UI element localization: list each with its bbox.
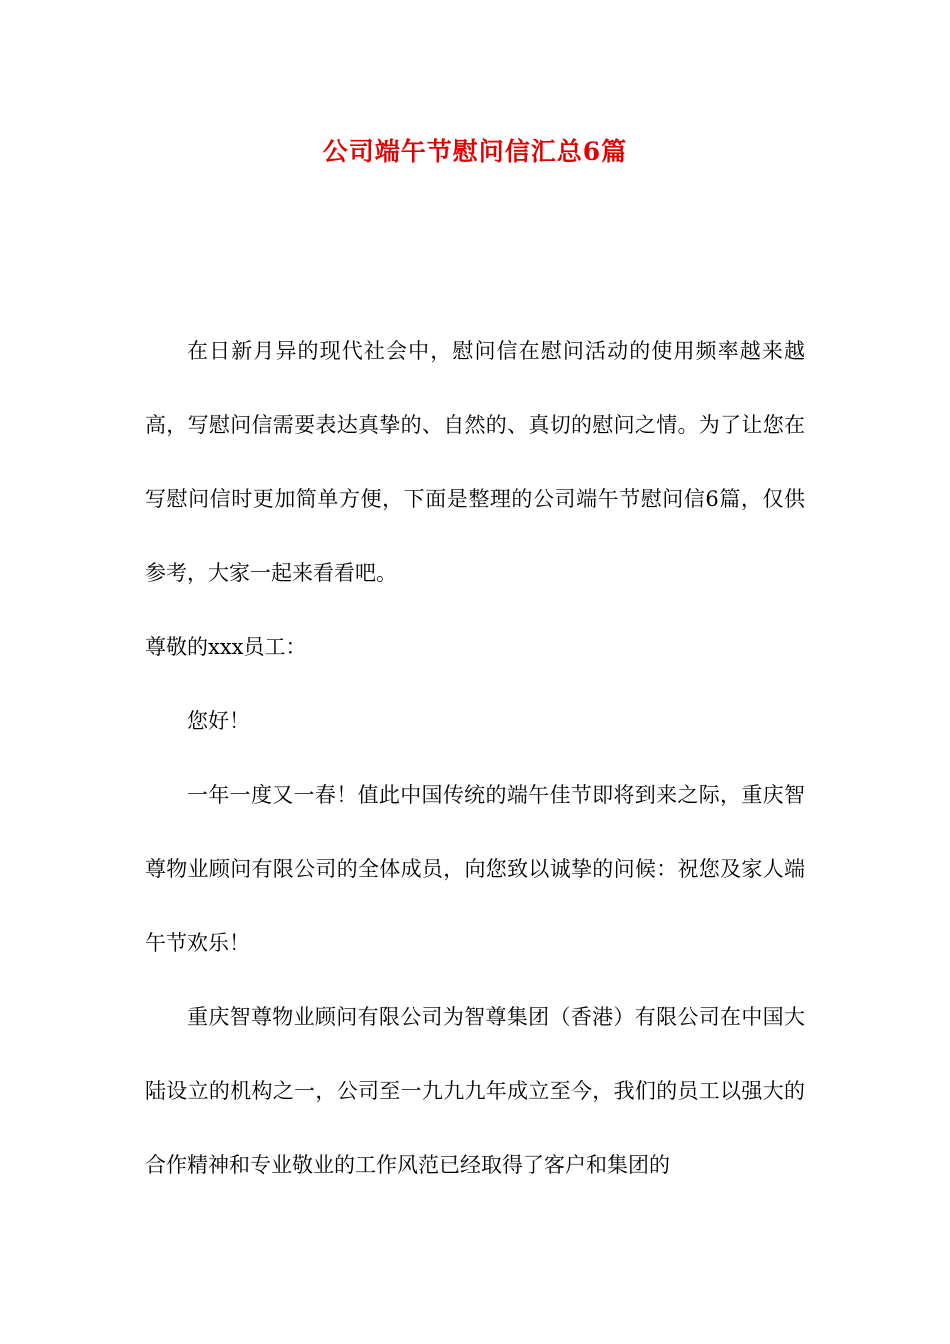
intro-paragraph: 在日新月异的现代社会中，慰问信在慰问活动的使用频率越来越高，写慰问信需要表达真挚的、自然的、真切的慰问之情。为了让您在写慰问信时更加简单方便，下面是整理的公司端午节慰问信6篇，仅供参考，大家一起来看看吧。 — [145, 339, 805, 585]
document-title: 公司端午节慰问信汇总6篇 — [322, 137, 628, 166]
company-intro-paragraph: 重庆智尊物业顾问有限公司为智尊集团（香港）有限公司在中国大陆设立的机构之一，公司至一九九九年成立至今，我们的员工以强大的合作精神和专业敬业的工作风范已经取得了客户和集团的 — [145, 1005, 805, 1177]
document-body — [145, 314, 805, 1202]
festival-wishes-paragraph: 一年一度又一春！值此中国传统的端午佳节即将到来之际，重庆智尊物业顾问有限公司的全体成员，向您致以诚挚的问候：祝您及家人端午节欢乐！ — [145, 783, 805, 955]
salutation: 尊敬的xxx员工： — [145, 635, 307, 659]
greeting: 您好！ — [187, 709, 250, 733]
